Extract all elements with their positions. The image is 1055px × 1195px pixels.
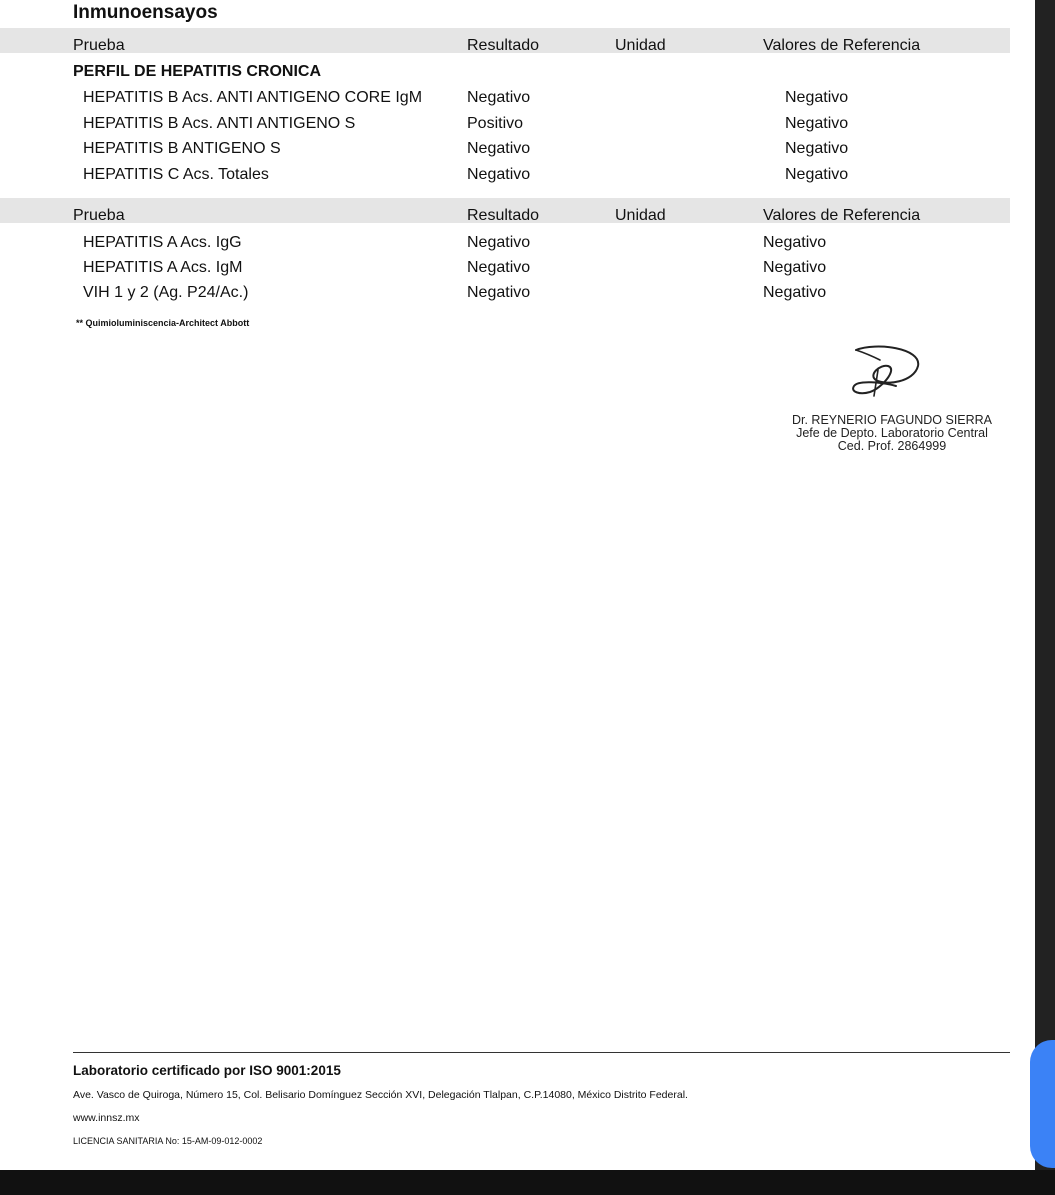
header-reference: Valores de Referencia <box>763 37 921 54</box>
table-row <box>0 140 1010 165</box>
row-test: HEPATITIS A Acs. IgM <box>83 259 243 276</box>
footer-divider <box>73 1052 1010 1053</box>
row-result: Negativo <box>467 284 531 301</box>
table-row <box>0 234 1010 259</box>
row-result: Negativo <box>467 89 531 106</box>
table-row <box>0 115 1010 140</box>
row-result: Negativo <box>467 166 531 183</box>
header-result: Resultado <box>467 37 540 54</box>
header-test: Prueba <box>73 207 125 224</box>
row-reference: Negativo <box>763 259 827 276</box>
row-reference: Negativo <box>785 115 849 132</box>
table-row <box>0 259 1010 284</box>
method-footnote: ** Quimioluminiscencia-Architect Abbott <box>76 318 250 328</box>
doctor-position: Jefe de Depto. Laboratorio Central <box>796 426 988 440</box>
row-result: Negativo <box>467 140 531 157</box>
row-test: HEPATITIS C Acs. Totales <box>83 166 269 183</box>
header-unit: Unidad <box>615 37 666 54</box>
header-result: Resultado <box>467 207 540 224</box>
screen-edge <box>1035 0 1055 1170</box>
signature-icon <box>842 342 924 400</box>
row-result: Negativo <box>467 234 531 251</box>
bottom-bar <box>0 1170 1055 1195</box>
row-test: HEPATITIS A Acs. IgG <box>83 234 242 251</box>
row-reference: Negativo <box>785 89 849 106</box>
floating-handle[interactable] <box>1030 1040 1055 1168</box>
table-row <box>0 166 1010 191</box>
row-result: Positivo <box>467 115 524 132</box>
header-test: Prueba <box>73 37 125 54</box>
header-reference: Valores de Referencia <box>763 207 921 224</box>
table-row <box>0 284 1010 309</box>
row-result: Negativo <box>467 259 531 276</box>
row-reference: Negativo <box>785 140 849 157</box>
table-row <box>0 89 1010 114</box>
row-reference: Negativo <box>785 166 849 183</box>
profile-title: PERFIL DE HEPATITIS CRONICA <box>73 63 322 80</box>
doctor-signature-block <box>782 414 1002 453</box>
sanitary-license: LICENCIA SANITARIA No: 15-AM-09-012-0002 <box>73 1136 263 1146</box>
lab-address: Ave. Vasco de Quiroga, Número 15, Col. Belisario Domínguez Sección XVI, Delegación Tlalpan, C.P.14080, México Distrito Federal. <box>73 1089 688 1101</box>
row-test: HEPATITIS B Acs. ANTI ANTIGENO S <box>83 115 356 132</box>
row-test: HEPATITIS B Acs. ANTI ANTIGENO CORE IgM <box>83 89 423 106</box>
row-reference: Negativo <box>763 284 827 301</box>
iso-certification: Laboratorio certificado por ISO 9001:2015 <box>73 1063 341 1078</box>
website-link[interactable]: www.innsz.mx <box>73 1112 140 1124</box>
row-test: HEPATITIS B ANTIGENO S <box>83 140 281 157</box>
table-header-1 <box>0 28 1010 53</box>
row-reference: Negativo <box>763 234 827 251</box>
row-test: VIH 1 y 2 (Ag. P24/Ac.) <box>83 284 249 301</box>
doctor-license: Ced. Prof. 2864999 <box>837 439 947 453</box>
header-unit: Unidad <box>615 207 666 224</box>
doctor-name: Dr. REYNERIO FAGUNDO SIERRA <box>791 413 993 427</box>
table-header-2 <box>0 198 1010 223</box>
section-title: Inmunoensayos <box>73 2 218 23</box>
